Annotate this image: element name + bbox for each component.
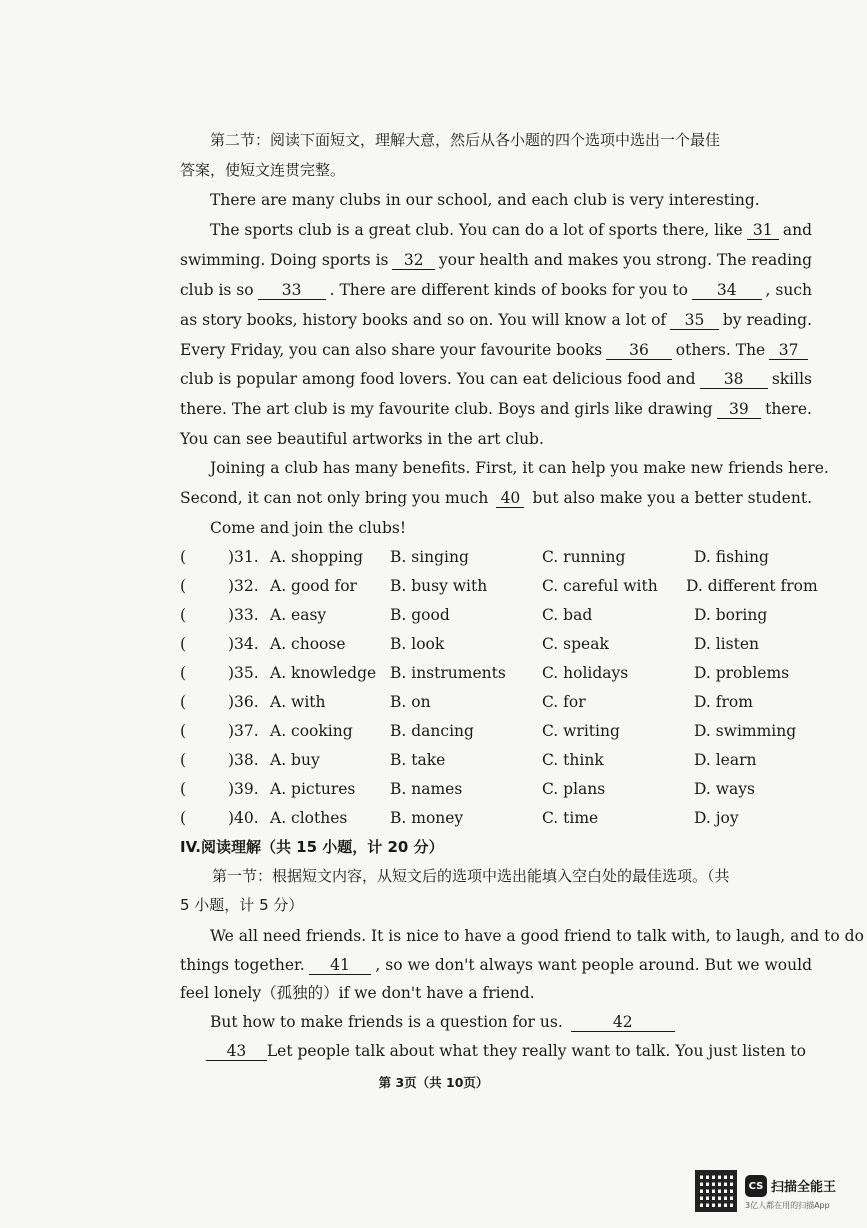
- option-b[interactable]: B. money: [390, 809, 464, 827]
- passage-line: club is popular among food lovers. You can eat delicious food and 38 skills: [180, 370, 812, 388]
- camscanner-logo: CS: [745, 1175, 767, 1197]
- option-d[interactable]: D. different from: [686, 577, 818, 595]
- blank-31[interactable]: 31: [747, 221, 779, 240]
- blank-32[interactable]: 32: [392, 251, 434, 270]
- option-b[interactable]: B. look: [390, 635, 445, 653]
- passage-line: But how to make friends is a question for us. 42: [210, 1012, 812, 1032]
- passage-line: 43 Let people talk about what they really want to talk. You just listen to: [206, 1041, 806, 1061]
- option-d[interactable]: D. ways: [694, 780, 755, 798]
- blank-38[interactable]: 38: [700, 370, 768, 389]
- part4-instruction-line2: 5 小题，计 5 分）: [180, 896, 304, 914]
- option-c[interactable]: C. bad: [542, 606, 593, 624]
- blank-39[interactable]: 39: [717, 400, 762, 419]
- passage-line: there. The art club is my favourite club. Boys and girls like drawing 39 there.: [180, 400, 812, 418]
- option-b[interactable]: B. good: [390, 606, 450, 624]
- option-c[interactable]: C. time: [542, 809, 599, 827]
- option-d[interactable]: D. joy: [694, 809, 739, 827]
- passage-line: There are many clubs in our school, and each club is very interesting.: [210, 191, 760, 209]
- scanner-brand-name: 扫描全能王: [771, 1180, 837, 1195]
- passage-line: Come and join the clubs!: [210, 519, 407, 537]
- blank-34[interactable]: 34: [692, 281, 762, 300]
- option-a[interactable]: A. knowledge: [270, 664, 377, 682]
- blank-33[interactable]: 33: [258, 281, 326, 300]
- exam-page: 第二节：阅读下面短文，理解大意，然后从各小题的四个选项中选出一个最佳 答案，使短文连贯完整。 There are many clubs in our school, and each club is very interesting. The sports club is a great club. You can do a lot of sports there, like 31 and swimming. Doing sports is 32 your health and makes you strong. The reading club is so 33 . There are different kinds of books for you to 34 , such as story books, history books and so on. You will know a lot of 35 by reading. Every Friday, you can also share your favourite books 36 others. The 37 club is popular among food lovers. You can eat delicious food and 38 skills there. The art club is my favourite club. Boys and girls like drawing 39 there. You can see beautiful artworks in the art club. Joining a club has many benefits. First, it can help you make new friends here. Second, it can not only bring you much 40 but also make you a better student. Come and join the clubs! ( )31. A. shopping B. singing C. running D. fishing ( )32. A. good for B. busy with C. careful with D. different from ( )33. A. easy B. good C. bad D. boring ( )34. A. choose B. look C. speak D. listen ( )35. A. knowledge B. instruments C. holidays D. problems ( )36. A. with B. on C. for D. from ( )37. A. cooking B. dancing C. writing D. swimming ( )38. A. buy B. take C. think D. learn ( )39. A. pictures B. names C. plans D. ways ( )40. A. clothes B. money C. time D. joy IV.阅读理解（共 15 小题，计 20 分） 第一节：根据短文内容，从短文后的选项中选出能填入空白处的最佳选项。（共 5 小题，计 5 分） We all need friends. It is nice to have a good friend to talk with, to laugh, and to do things together. 41 , so we don't always want people around. But we would feel lonely（孤独的）if we don't have a friend. But how to make friends is a question for us. 42 43 Let people talk about what they really want to talk. You just listen to 第 3页（共 10页） CS 扫描全能王 3亿人都在用的扫描App: [0, 0, 867, 1228]
- section2-instruction-line1: 第二节：阅读下面短文，理解大意，然后从各小题的四个选项中选出一个最佳: [210, 131, 721, 149]
- option-d[interactable]: D. problems: [694, 664, 790, 682]
- option-b[interactable]: B. dancing: [390, 722, 474, 740]
- blank-40[interactable]: 40: [496, 489, 524, 508]
- blank-36[interactable]: 36: [606, 341, 672, 360]
- option-a[interactable]: A. choose: [270, 635, 346, 653]
- option-a[interactable]: A. clothes: [270, 809, 348, 827]
- passage-line: The sports club is a great club. You can do a lot of sports there, like 31 and: [210, 221, 812, 239]
- passage-line: Joining a club has many benefits. First, it can help you make new friends here.: [210, 459, 829, 477]
- section2-instruction-line2: 答案，使短文连贯完整。: [180, 161, 346, 179]
- option-a[interactable]: A. shopping: [270, 548, 364, 566]
- option-b[interactable]: B. names: [390, 780, 463, 798]
- blank-35[interactable]: 35: [670, 311, 719, 330]
- passage-line: swimming. Doing sports is 32 your health and makes you strong. The reading: [180, 251, 812, 269]
- blank-43[interactable]: 43: [206, 1042, 267, 1061]
- option-b[interactable]: B. on: [390, 693, 431, 711]
- option-c[interactable]: C. careful with: [542, 577, 658, 595]
- passage-line: things together. 41 , so we don't always want people around. But we would: [180, 956, 812, 974]
- option-b[interactable]: B. take: [390, 751, 446, 769]
- option-c[interactable]: C. running: [542, 548, 626, 566]
- blank-42[interactable]: 42: [571, 1013, 675, 1032]
- passage-line: You can see beautiful artworks in the art club.: [180, 430, 544, 448]
- scanner-tagline: 3亿人都在用的扫描App: [745, 1201, 830, 1210]
- option-d[interactable]: D. learn: [694, 751, 757, 769]
- option-c[interactable]: C. holidays: [542, 664, 629, 682]
- option-b[interactable]: B. instruments: [390, 664, 506, 682]
- option-a[interactable]: A. easy: [270, 606, 327, 624]
- option-a[interactable]: A. pictures: [270, 780, 356, 798]
- blank-37[interactable]: 37: [769, 341, 808, 360]
- passage-line: club is so 33 . There are different kinds of books for you to 34 , such: [180, 281, 812, 299]
- option-c[interactable]: C. writing: [542, 722, 620, 740]
- option-d[interactable]: D. boring: [694, 606, 768, 624]
- option-d[interactable]: D. fishing: [694, 548, 769, 566]
- option-a[interactable]: A. buy: [270, 751, 320, 769]
- passage-line: We all need friends. It is nice to have a good friend to talk with, to laugh, and to do: [210, 927, 864, 945]
- option-d[interactable]: D. from: [694, 693, 753, 711]
- option-a[interactable]: A. cooking: [270, 722, 353, 740]
- option-b[interactable]: B. singing: [390, 548, 469, 566]
- qr-code-icon: [695, 1170, 737, 1212]
- option-b[interactable]: B. busy with: [390, 577, 488, 595]
- passage-line: feel lonely（孤独的）if we don't have a friend.: [180, 984, 535, 1002]
- option-c[interactable]: C. plans: [542, 780, 606, 798]
- passage-line: Second, it can not only bring you much 40 but also make you a better student.: [180, 489, 812, 507]
- part4-heading: IV.阅读理解（共 15 小题，计 20 分）: [180, 838, 444, 856]
- option-c[interactable]: C. for: [542, 693, 586, 711]
- page-footer: 第 3页（共 10页）: [378, 1075, 489, 1090]
- part4-instruction-line1: 第一节：根据短文内容，从短文后的选项中选出能填入空白处的最佳选项。（共: [212, 867, 730, 885]
- option-a[interactable]: A. with: [270, 693, 326, 711]
- option-d[interactable]: D. listen: [694, 635, 759, 653]
- passage-line: Every Friday, you can also share your favourite books 36 others. The 37: [180, 340, 812, 360]
- passage-line: as story books, history books and so on. You will know a lot of 35 by reading.: [180, 311, 812, 329]
- option-c[interactable]: C. speak: [542, 635, 609, 653]
- blank-41[interactable]: 41: [309, 956, 372, 975]
- option-a[interactable]: A. good for: [270, 577, 357, 595]
- option-d[interactable]: D. swimming: [694, 722, 797, 740]
- option-c[interactable]: C. think: [542, 751, 604, 769]
